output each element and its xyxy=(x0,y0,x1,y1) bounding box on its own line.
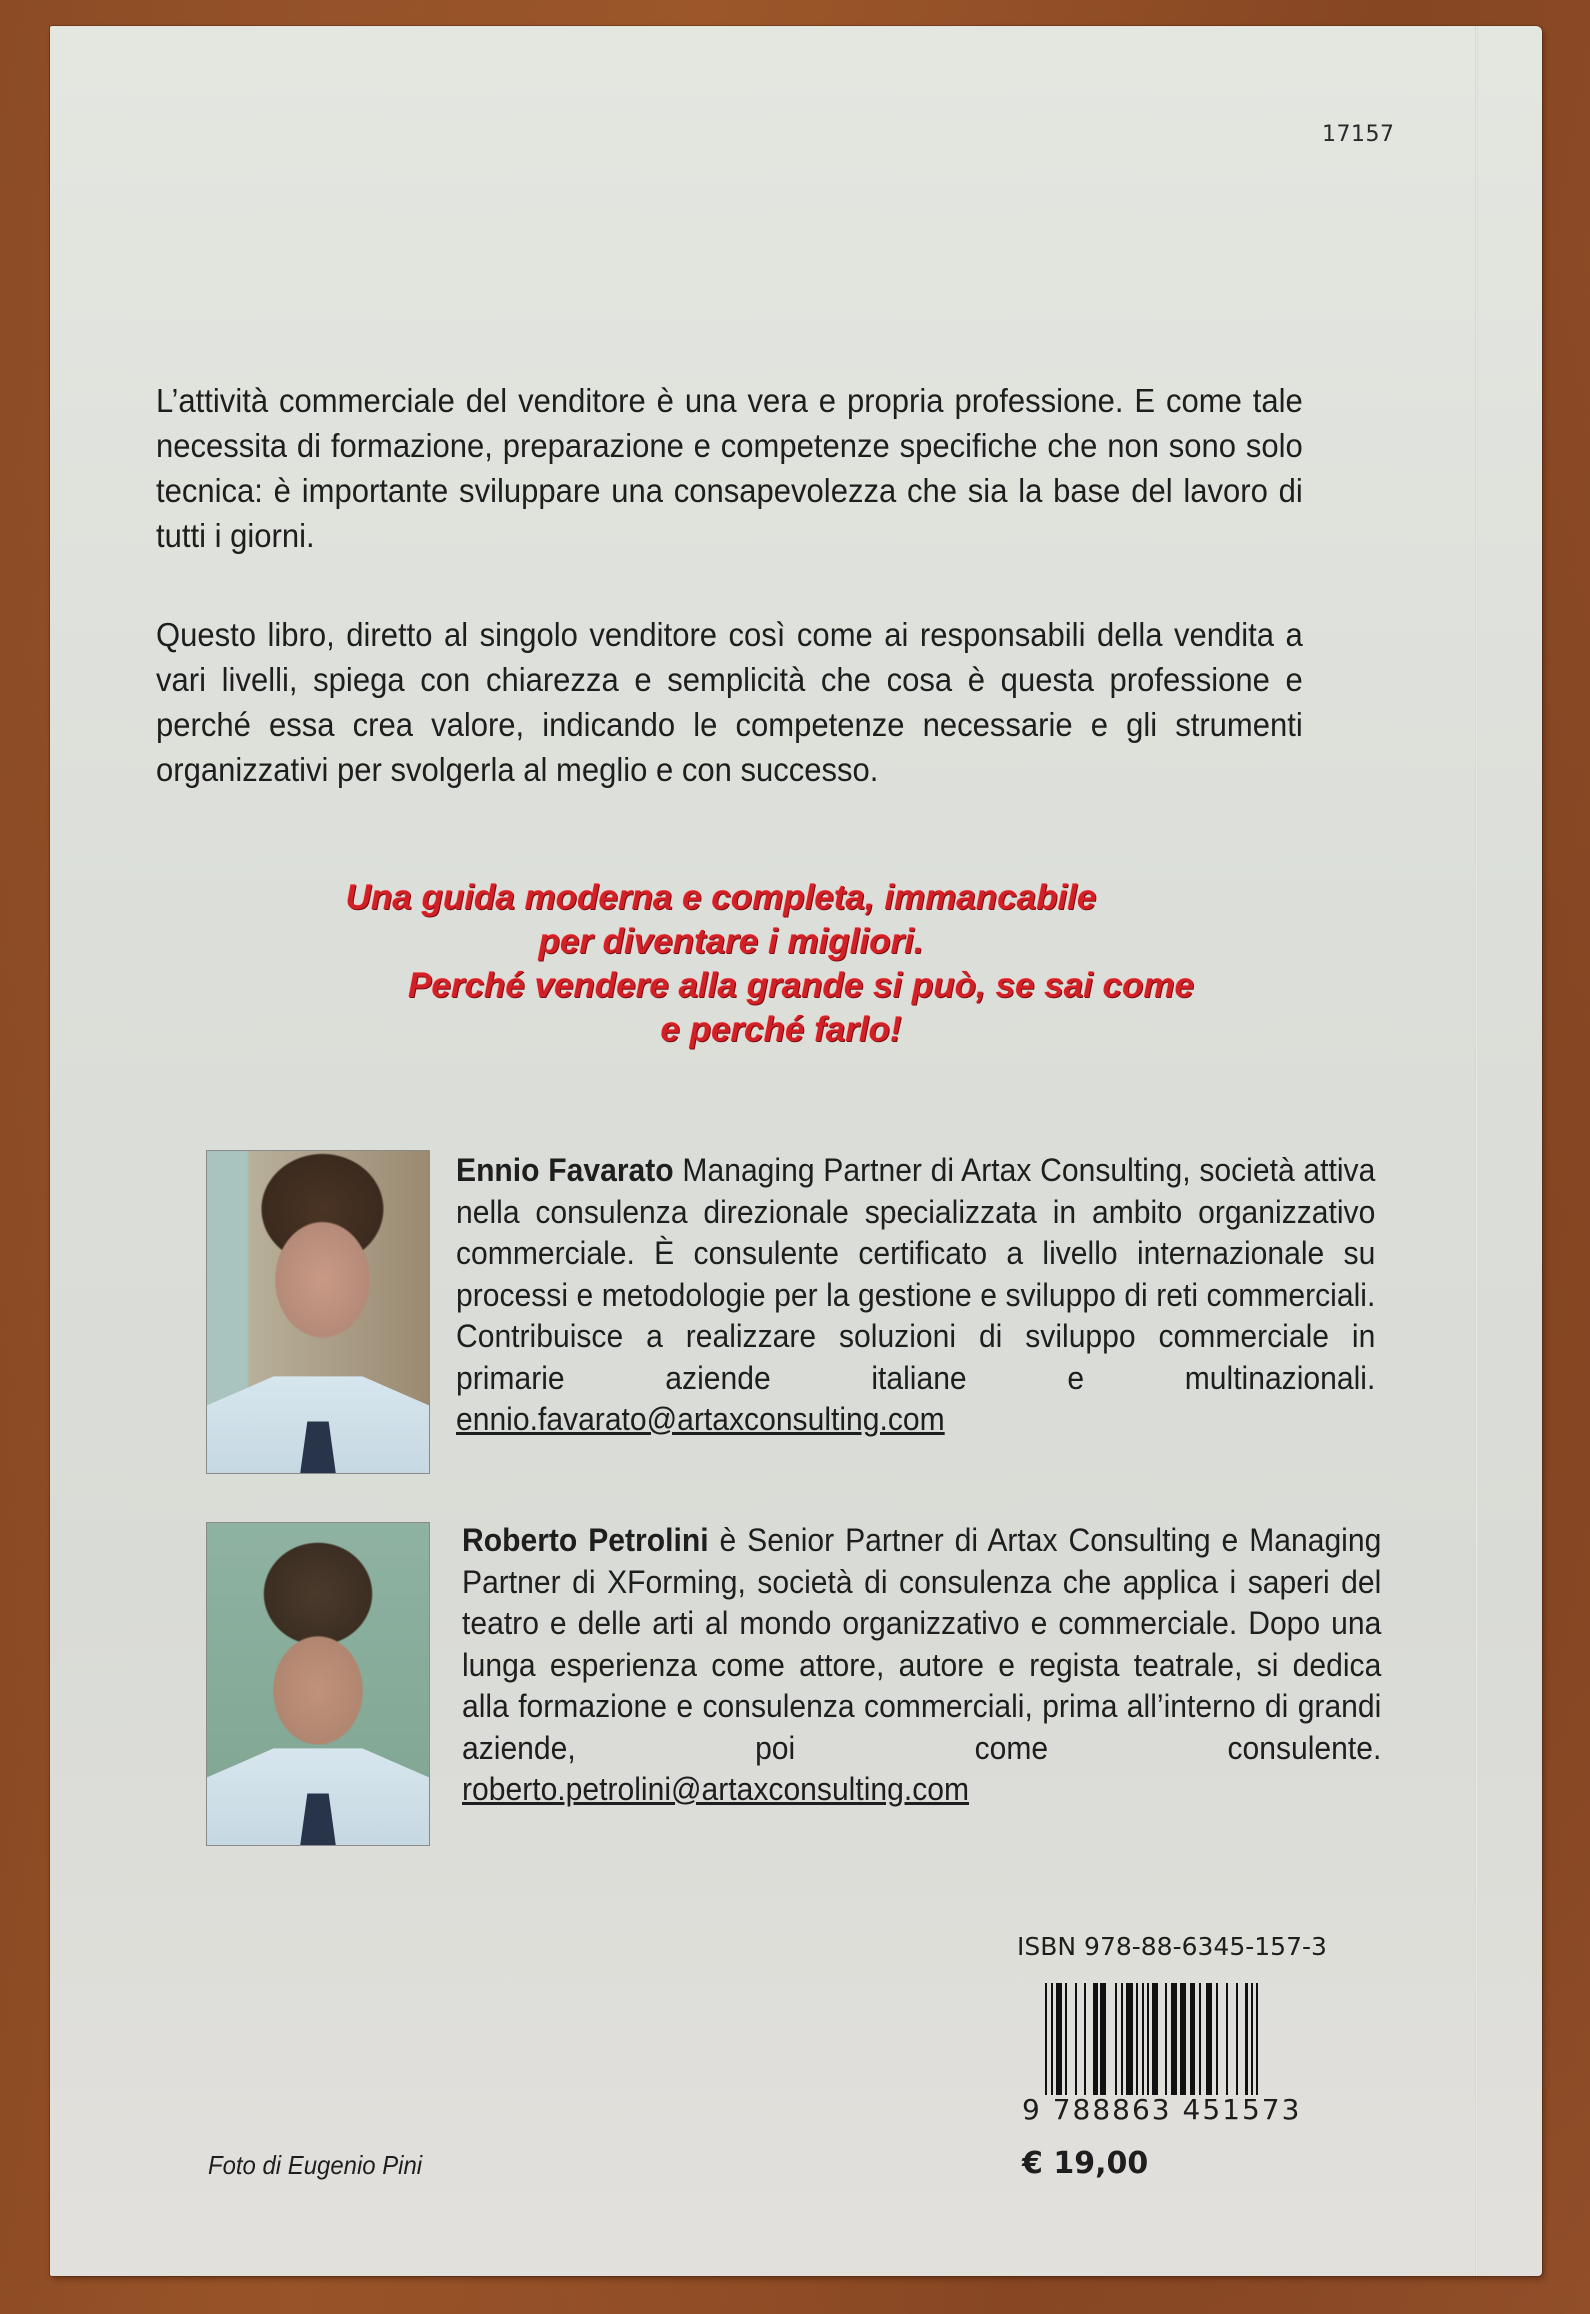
author-block-petrolini xyxy=(156,1520,1382,1860)
cover-fold-line xyxy=(1475,26,1478,2276)
blurb-paragraph-1 xyxy=(156,378,1303,558)
isbn-label: ISBN 978-88-6345-157-3 xyxy=(1017,1932,1327,1961)
price-label: € 19,00 xyxy=(1022,2146,1149,2181)
barcode-icon xyxy=(1045,1983,1345,2095)
author-bio xyxy=(462,1520,1381,1811)
barcode-digits: 9 788863 451573 xyxy=(1022,2093,1302,2126)
tagline-line: Una guida moderna e completa, immancabile xyxy=(345,878,1097,917)
author-name: Roberto Petrolini xyxy=(462,1522,709,1558)
author-name: Ennio Favarato xyxy=(456,1152,674,1188)
blurb-paragraph-2 xyxy=(156,612,1303,792)
photo-credit: Foto di Eugenio Pini xyxy=(208,2150,423,2180)
author-portrait xyxy=(206,1522,430,1846)
blurb-text: Questo libro, diretto al singolo venditore così come ai responsabili della vendita a vari livelli, spiega con chiarezza e semplicità che cosa è questa professione e perché essa crea valore, indicando le competenze necessarie e gli strumenti organizzativi per svolgerla al meglio e con successo. xyxy=(156,616,1303,788)
tagline-line: e perché farlo! xyxy=(660,1010,902,1049)
blurb-text: L’attività commerciale del venditore è una vera e propria professione. E come tale necessita di formazione, preparazione e competenze specifiche che non sono solo tecnica: è importante sviluppare una consapevolezza che sia la base del lavoro di tutti i giorni. xyxy=(156,382,1303,554)
tagline xyxy=(156,876,1376,1052)
tagline-line: per diventare i migliori. xyxy=(538,922,924,961)
author-block-favarato xyxy=(156,1150,1376,1490)
tagline-line: Perché vendere alla grande si può, se sai come xyxy=(408,966,1194,1005)
author-bio xyxy=(456,1150,1375,1441)
author-email-link[interactable]: roberto.petrolini@artaxconsulting.com xyxy=(462,1771,970,1807)
author-bio-text: Managing Partner di Artax Consulting, società attiva nella consulenza direzionale specializzata in ambito organizzativo commerciale. È consulente certificato a livello internazionale su processi e metodologie per la gestione e sviluppo di reti commerciali. Contribuisce a realizzare soluzioni di sviluppo commerciale in primarie aziende italiane e multinazionali. xyxy=(456,1152,1376,1396)
author-portrait xyxy=(206,1150,430,1474)
catalog-number: 17157 xyxy=(1322,122,1395,147)
author-bio-text: è Senior Partner di Artax Consulting e Managing Partner di XForming, società di consulenza che applica i saperi del teatro e delle arti al mondo organizzativo e commerciale. Dopo una lunga esperienza come attore, autore e regista teatrale, si dedica alla formazione e consulenza commerciali, prima all’interno di grandi aziende, poi come consulente. xyxy=(462,1522,1382,1766)
author-email-link[interactable]: ennio.favarato@artaxconsulting.com xyxy=(456,1401,945,1437)
